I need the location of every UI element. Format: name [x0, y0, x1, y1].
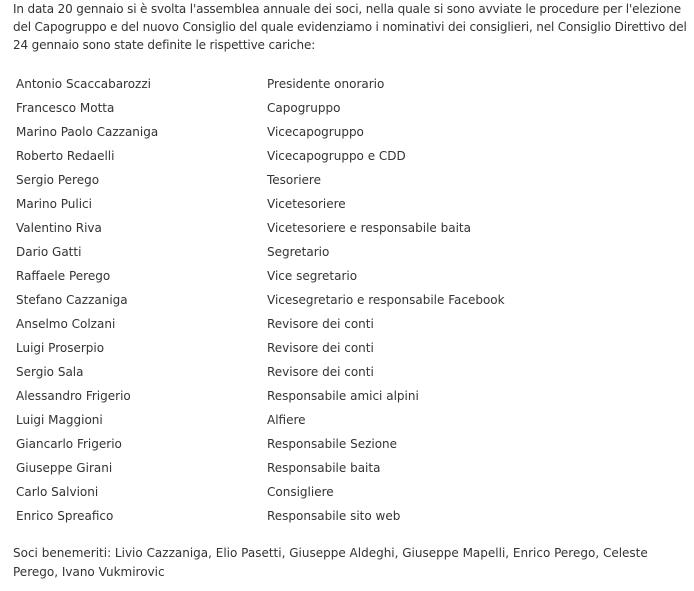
table-row — [10, 360, 567, 384]
table-row — [10, 288, 567, 312]
table-row — [10, 408, 567, 432]
table-row — [10, 96, 567, 120]
member-role: Vicesegretario e responsabile Facebook — [267, 293, 505, 307]
member-role: Vicecapogruppo e CDD — [267, 149, 406, 163]
member-role: Alfiere — [267, 413, 306, 427]
member-name: Marino Pulici — [16, 197, 92, 211]
member-name: Luigi Proserpio — [16, 341, 105, 355]
member-name: Enrico Spreafico — [16, 509, 114, 523]
member-name: Alessandro Frigerio — [16, 389, 131, 403]
member-name: Raffaele Perego — [16, 269, 111, 283]
member-role: Responsabile amici alpini — [267, 389, 419, 403]
member-name: Giancarlo Frigerio — [16, 437, 122, 451]
member-role: Consigliere — [267, 485, 334, 499]
table-row — [10, 336, 567, 360]
member-role: Responsabile sito web — [267, 509, 401, 523]
benemeriti-paragraph: Soci benemeriti: Livio Cazzaniga, Elio Pasetti, Giuseppe Aldeghi, Giuseppe Mapelli, Enrico Perego, Celeste Perego, Ivano Vukmirovic — [13, 546, 648, 579]
member-name: Antonio Scaccabarozzi — [16, 77, 151, 91]
table-row — [10, 456, 567, 480]
member-role: Responsabile baita — [267, 461, 381, 475]
member-role: Revisore dei conti — [267, 365, 374, 379]
table-row — [10, 120, 567, 144]
table-row — [10, 504, 567, 528]
member-name: Roberto Redaelli — [16, 149, 115, 163]
table-row — [10, 384, 567, 408]
member-role: Revisore dei conti — [267, 341, 374, 355]
table-row — [10, 72, 567, 96]
member-name: Carlo Salvioni — [16, 485, 99, 499]
member-role: Vicetesoriere e responsabile baita — [267, 221, 471, 235]
member-name: Giuseppe Girani — [16, 461, 113, 475]
member-name: Dario Gatti — [16, 245, 82, 259]
table-row — [10, 216, 567, 240]
table-row — [10, 144, 567, 168]
member-name: Anselmo Colzani — [16, 317, 116, 331]
member-role: Presidente onorario — [267, 77, 385, 91]
member-name: Valentino Riva — [16, 221, 102, 235]
table-row — [10, 480, 567, 504]
member-name: Marino Paolo Cazzaniga — [16, 125, 159, 139]
member-role: Responsabile Sezione — [267, 437, 398, 451]
member-role: Capogruppo — [267, 101, 341, 115]
table-row — [10, 432, 567, 456]
table-row — [10, 192, 567, 216]
member-role: Segretario — [267, 245, 330, 259]
member-name: Sergio Perego — [16, 173, 100, 187]
member-role: Vicetesoriere — [267, 197, 346, 211]
member-role: Vice segretario — [267, 269, 358, 283]
member-role: Revisore dei conti — [267, 317, 374, 331]
table-row — [10, 168, 567, 192]
member-name: Francesco Motta — [16, 101, 115, 115]
member-name: Luigi Maggioni — [16, 413, 103, 427]
table-row — [10, 264, 567, 288]
intro-paragraph: In data 20 gennaio si è svolta l'assemblea annuale dei soci, nella quale si sono avviate le procedure per l'elezione del Capogruppo e del nuovo Consiglio del quale evidenziamo i nominativi dei consiglieri, nel Consiglio Direttivo del 24 gennaio sono state definite le rispettive cariche: — [13, 2, 687, 52]
roster-body — [10, 72, 567, 528]
member-name: Sergio Sala — [16, 365, 84, 379]
member-role: Vicecapogruppo — [267, 125, 364, 139]
table-row — [10, 312, 567, 336]
member-role: Tesoriere — [267, 173, 321, 187]
member-name: Stefano Cazzaniga — [16, 293, 128, 307]
council-roster-table — [10, 72, 567, 528]
table-row — [10, 240, 567, 264]
